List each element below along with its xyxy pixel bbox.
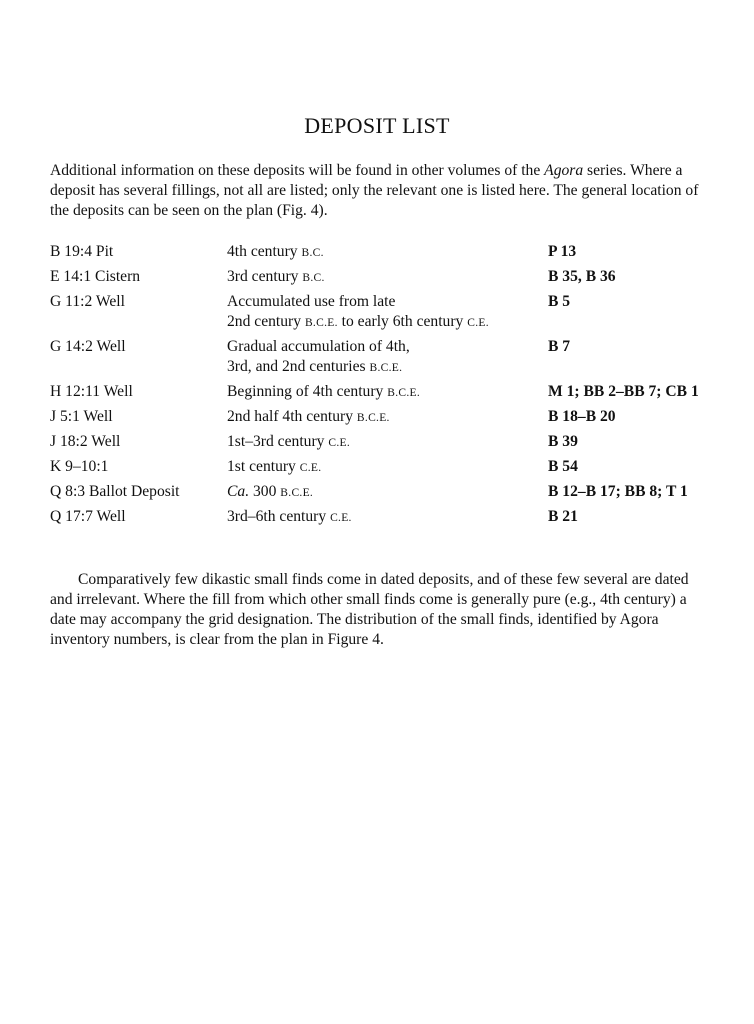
catalog-numbers: B 18–B 20 [548,408,616,425]
intro-text: Additional information on these deposits will be found in other volumes of the [50,162,545,179]
deposit-name: Q 8:3 Ballot Deposit [50,483,180,500]
deposit-date: 3rd–6th century C.E. [227,508,352,525]
catalog-numbers: B 35, B 36 [548,268,616,285]
era-label: B.C. [301,247,324,259]
deposit-date: Gradual accumulation of 4th, 3rd, and 2nd centuries B.C.E. [227,338,410,375]
deposit-date: Ca. 300 B.C.E. [227,483,314,500]
deposit-row [50,482,730,503]
deposit-name: H 12:11 Well [50,383,133,400]
era-label: B.C.E. [304,317,338,329]
deposit-row [50,242,730,263]
era-label: C.E. [467,317,489,329]
era-label: B.C.E. [369,362,403,374]
deposit-date: Beginning of 4th century B.C.E. [227,383,421,400]
era-label: B.C.E. [356,412,390,424]
deposit-date: 1st century C.E. [227,458,322,475]
deposit-date: 1st–3rd century C.E. [227,433,350,450]
catalog-numbers: B 54 [548,458,578,475]
era-label: B.C.E. [280,487,314,499]
deposit-date: Accumulated use from late 2nd century B.C.E. to early 6th century C.E. [227,293,489,330]
deposit-date: 2nd half 4th century B.C.E. [227,408,390,425]
deposit-date: 3rd century B.C. [227,268,325,285]
era-label: C.E. [328,437,350,449]
deposit-name: K 9–10:1 [50,458,109,475]
series-name: Agora [544,162,584,179]
deposit-row [50,292,730,333]
deposit-row [50,267,730,288]
catalog-numbers: B 12–B 17; BB 8; T 1 [548,483,688,500]
catalog-numbers: B 21 [548,508,578,525]
era-label: B.C.E. [387,387,421,399]
deposit-name: Q 17:7 Well [50,508,126,525]
catalog-numbers: P 13 [548,243,577,260]
deposit-row [50,432,730,453]
catalog-numbers: M 1; BB 2–BB 7; CB 1 [548,383,699,400]
deposit-row [50,457,730,478]
deposit-name: E 14:1 Cistern [50,268,141,285]
catalog-numbers: B 7 [548,338,571,355]
deposit-list [50,242,730,532]
catalog-numbers: B 5 [548,293,571,310]
intro-text-rest: series. Where a deposit has several fillings, not all are listed; only the relevant one is listed here. The general location of the deposits can be seen on the plan (Fig. 4). [50,162,699,219]
deposit-name: G 14:2 Well [50,338,126,355]
intro-paragraph [50,161,710,221]
deposit-name: J 5:1 Well [50,408,113,425]
deposit-name: B 19:4 Pit [50,243,114,260]
deposit-row [50,507,730,528]
deposit-row [50,337,730,378]
deposit-row [50,382,730,403]
catalog-numbers: B 39 [548,433,578,450]
era-label: C.E. [330,512,352,524]
deposit-date: 4th century B.C. [227,243,324,260]
page-title: DEPOSIT LIST [304,113,450,138]
era-label: B.C. [302,272,325,284]
deposit-name: G 11:2 Well [50,293,125,310]
deposit-name: J 18:2 Well [50,433,121,450]
closing-paragraph: Comparatively few dikastic small finds come in dated deposits, and of these few several are dated and irrelevant. Where the fill from which other small finds come is generally pure (e.g., 4th century) a date may accompany the grid designation. The distribution of the small finds, identified by Agora inventory numbers, is clear from the plan in Figure 4. [50,571,689,648]
era-label: C.E. [299,462,322,474]
deposit-row [50,407,730,428]
